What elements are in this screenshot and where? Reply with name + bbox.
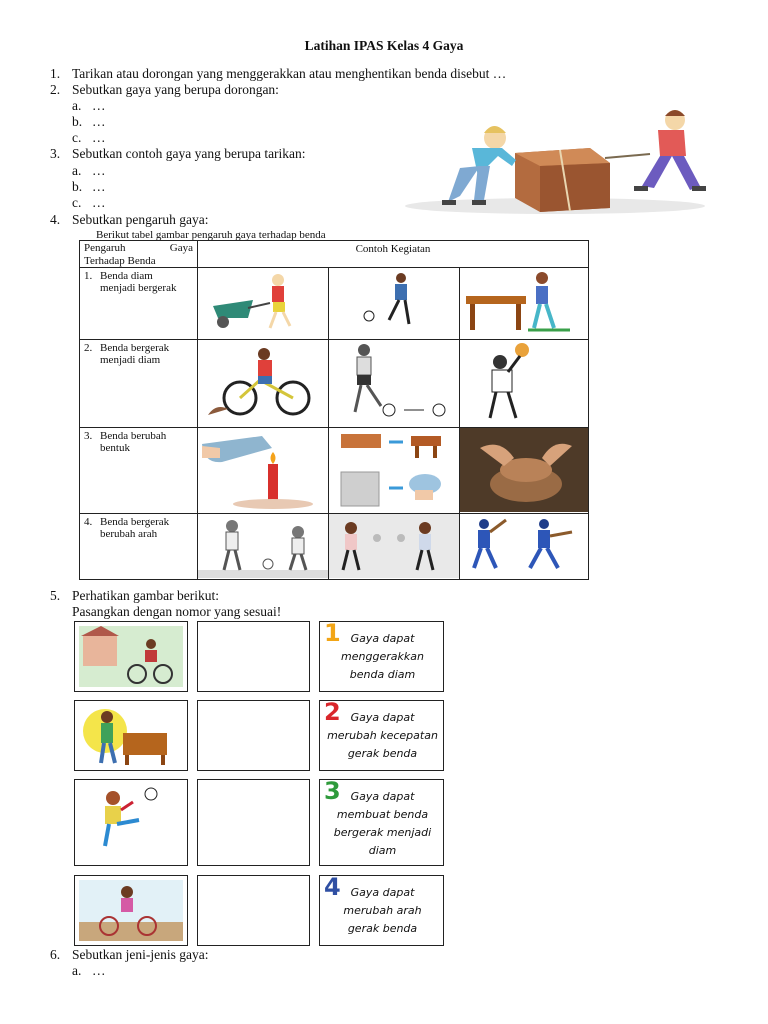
option-card-3 xyxy=(319,779,444,866)
answer-blank: … xyxy=(92,163,106,178)
row-number: 1. xyxy=(84,270,93,282)
row-number: 3. xyxy=(84,430,93,442)
answer-line xyxy=(72,163,106,179)
answer-letter: b. xyxy=(72,114,83,129)
question-text: Tarikan atau dorongan yang menggerakkan atau menghentikan benda disebut … xyxy=(72,66,507,81)
option-number: 1 xyxy=(324,619,341,647)
question-text: Sebutkan gaya yang berupa dorongan: xyxy=(72,82,279,97)
match-picture-1 xyxy=(74,621,188,692)
option-card-4 xyxy=(319,875,444,946)
row-number: 4. xyxy=(84,516,93,528)
answer-line xyxy=(72,98,106,114)
row-label: Benda bergerak menjadi diam xyxy=(100,342,170,366)
match-picture-2 xyxy=(74,700,188,771)
answer-line xyxy=(72,130,106,146)
example-pottery xyxy=(460,428,589,514)
row-label-cell xyxy=(80,428,198,514)
question-6 xyxy=(50,947,208,963)
table-header-row xyxy=(80,241,589,268)
row-label: Benda diam menjadi bergerak xyxy=(100,270,177,294)
answer-box-2[interactable] xyxy=(197,700,310,771)
answer-letter: a. xyxy=(72,163,82,178)
push-pull-illustration xyxy=(400,108,710,216)
row-label-cell xyxy=(80,514,198,580)
question-text: Sebutkan pengaruh gaya: xyxy=(72,212,209,227)
header-cell-examples xyxy=(198,241,589,268)
example-baseball-bat xyxy=(460,514,589,580)
question-number: 4. xyxy=(50,212,61,227)
option-card-2 xyxy=(319,700,444,771)
question-number: 3. xyxy=(50,146,61,161)
question-5-instruction: Pasangkan dengan nomor yang sesuai! xyxy=(72,604,282,619)
question-number: 1. xyxy=(50,66,61,81)
option-number: 3 xyxy=(324,777,341,805)
question-number: 2. xyxy=(50,82,61,97)
answer-line xyxy=(72,114,106,130)
table-row xyxy=(80,268,589,340)
answer-blank: … xyxy=(92,179,106,194)
table-row xyxy=(80,514,589,580)
question-3 xyxy=(50,146,306,162)
answer-letter: a. xyxy=(72,963,82,978)
header-text: Terhadap Benda xyxy=(84,255,156,267)
table-row xyxy=(80,340,589,428)
option-text: Gaya dapat merubah kecepatan gerak benda xyxy=(327,711,438,760)
question-number: 5. xyxy=(50,588,61,603)
header-text: Gaya xyxy=(169,242,193,254)
table-row xyxy=(80,428,589,514)
question-text: Sebutkan contoh gaya yang berupa tarikan: xyxy=(72,146,306,161)
example-wheelbarrow xyxy=(198,268,329,340)
example-stop-ball xyxy=(329,340,460,428)
question-text: Sebutkan jeni-jenis gaya: xyxy=(72,947,209,962)
example-catch-ball xyxy=(460,340,589,428)
header-text: Contoh Kegiatan xyxy=(355,243,431,255)
row-label-cell xyxy=(80,340,198,428)
answer-blank: … xyxy=(92,130,106,145)
effect-table xyxy=(79,240,589,580)
option-number: 4 xyxy=(324,873,341,901)
answer-letter: b. xyxy=(72,179,83,194)
answer-line xyxy=(72,179,106,195)
option-text: Gaya dapat menggerakkan benda diam xyxy=(341,632,424,681)
answer-blank: … xyxy=(92,98,106,113)
option-card-1 xyxy=(319,621,444,692)
table-caption: Berikut tabel gambar pengaruh gaya terhadap benda xyxy=(96,229,326,241)
answer-letter: c. xyxy=(72,195,82,210)
option-number: 2 xyxy=(324,698,341,726)
answer-blank: … xyxy=(92,195,106,210)
answer-line xyxy=(72,195,106,211)
question-number: 6. xyxy=(50,947,61,962)
example-pass-ball xyxy=(198,514,329,580)
answer-letter: a. xyxy=(72,98,82,113)
answer-blank: … xyxy=(92,963,106,978)
question-4 xyxy=(50,212,208,228)
answer-box-1[interactable] xyxy=(197,621,310,692)
header-text: Pengaruh xyxy=(84,242,126,254)
example-wood-and-foil xyxy=(329,428,460,514)
match-picture-3 xyxy=(74,779,188,866)
row-label-cell xyxy=(80,268,198,340)
example-push-table xyxy=(460,268,589,340)
answer-box-4[interactable] xyxy=(197,875,310,946)
answer-letter: c. xyxy=(72,130,82,145)
row-number: 2. xyxy=(84,342,93,354)
answer-blank: … xyxy=(92,114,106,129)
example-bicycle-brake xyxy=(198,340,329,428)
question-2 xyxy=(50,82,279,98)
example-kick-ball xyxy=(329,268,460,340)
question-5 xyxy=(50,588,219,604)
example-melting-candle xyxy=(198,428,329,514)
row-label: Benda berubah bentuk xyxy=(100,430,167,454)
option-text: Gaya dapat merubah arah gerak benda xyxy=(343,886,422,935)
page-title: Latihan IPAS Kelas 4 Gaya xyxy=(304,38,464,53)
answer-line xyxy=(72,963,106,979)
option-text: Gaya dapat membuat benda bergerak menjadi diam xyxy=(333,790,432,857)
row-label: Benda bergerak berubah arah xyxy=(100,516,170,540)
match-picture-4 xyxy=(74,875,188,946)
answer-box-3[interactable] xyxy=(197,779,310,866)
question-1 xyxy=(50,66,506,82)
example-basketball-pass xyxy=(329,514,460,580)
question-text: Perhatikan gambar berikut: xyxy=(72,588,219,603)
header-cell-effect xyxy=(80,241,198,268)
